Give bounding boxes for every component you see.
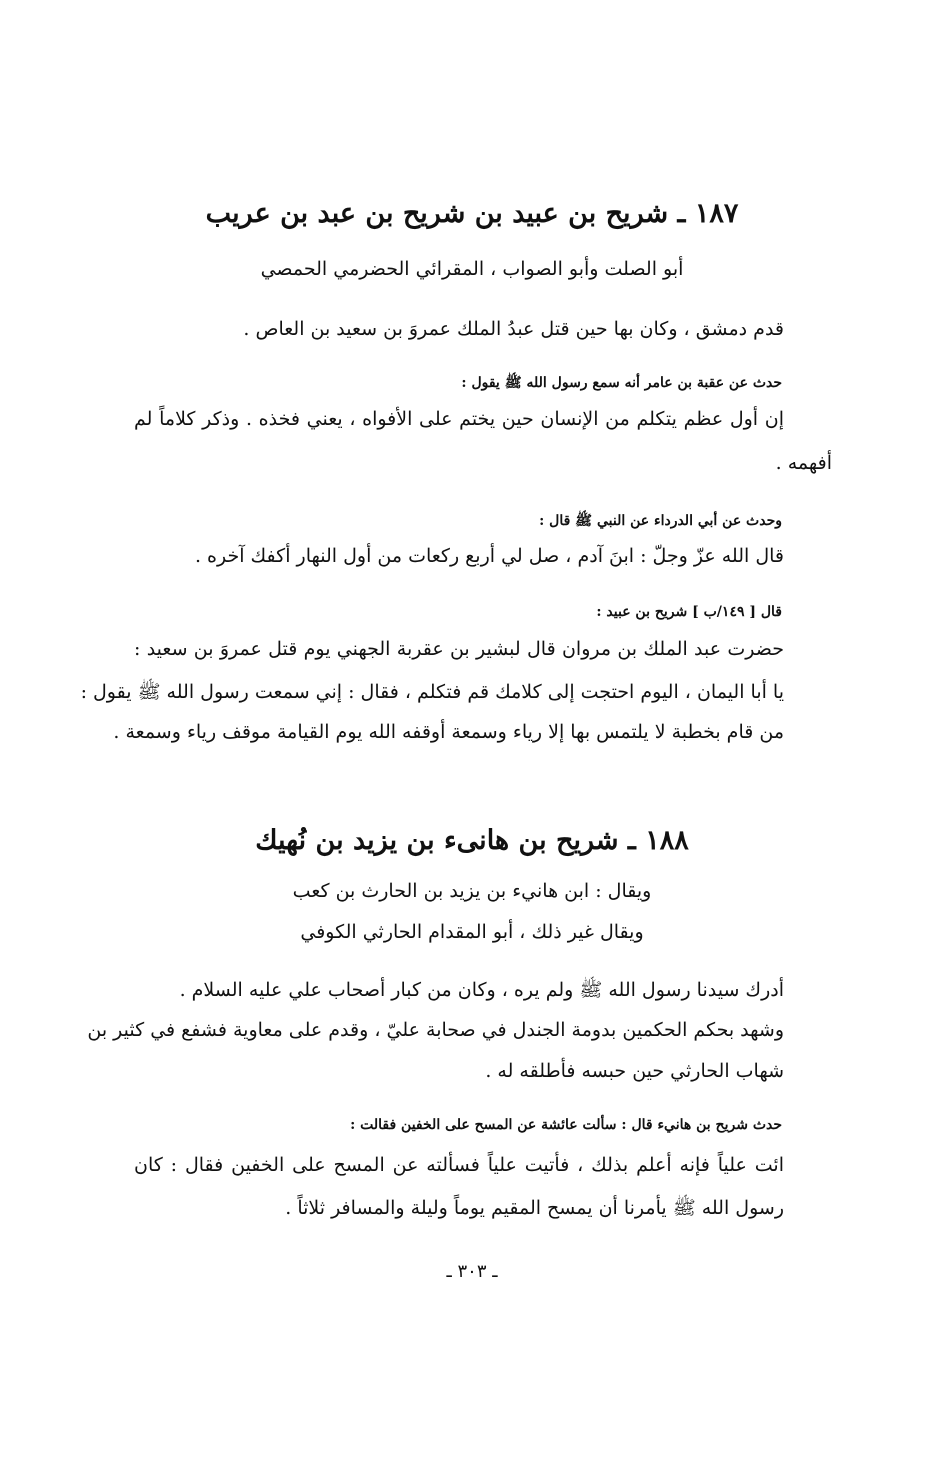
- entry-188-text-1-line-3: شهاب الحارثي حين حبسه فأطلقه له .: [485, 1060, 784, 1082]
- entry-188-text-2-line-2: رسول الله ﷺ يأمرنا أن يمسح المقيم يوماً وليلة والمسافر ثلاثاً .: [285, 1197, 784, 1219]
- entry-187-text-3-line-1: حضرت عبد الملك بن مروان قال لبشير بن عقربة الجهني يوم قتل عمروَ بن سعيد :: [134, 638, 784, 660]
- page-number: ـ ٣٠٣ ـ: [446, 1261, 498, 1282]
- entry-187-text-2: قال الله عزّ وجلّ : ابنَ آدم ، صل لي أربع ركعات من أول النهار أكفك آخره .: [194, 545, 784, 567]
- entry-188-alias-1: ويقال : ابن هانيء بن يزيد بن الحارث بن كعب: [292, 880, 652, 902]
- entry-188-title: ١٨٨ ـ شريح بن هانىء بن يزيد بن نُهيك: [255, 825, 689, 856]
- entry-187-isnad-2: وحدث عن أبي الدرداء عن النبي ﷺ قال :: [539, 513, 782, 529]
- entry-188-text-1-line-2: وشهد بحكم الحكمين بدومة الجندل في صحابة عليّ ، وقدم على معاوية فشفع في كثير بن: [87, 1019, 784, 1041]
- entry-188-alias-2: ويقال غير ذلك ، أبو المقدام الحارثي الكوفي: [300, 921, 644, 943]
- entry-188-text-2-line-1: ائت علياً فإنه أعلم بذلك ، فأتيت علياً فسألته عن المسح على الخفين فقال : كان: [134, 1154, 784, 1176]
- entry-187-intro: قدم دمشق ، وكان بها حين قتل عبدُ الملك عمروَ بن سعيد بن العاص .: [243, 318, 784, 340]
- entry-187-text-3-line-2: يا أبا اليمان ، اليوم احتجت إلى كلامك قم فتكلم ، فقال : إني سمعت رسول الله ﷺ يقول :: [80, 681, 784, 703]
- entry-187-kunya: أبو الصلت وأبو الصواب ، المقرائي الحضرمي الحمصي: [260, 258, 684, 280]
- entry-187-isnad-3: قال [ ١٤٩/ب ] شريح بن عبيد :: [596, 604, 782, 620]
- entry-187-text-1-line-2: أفهمه .: [775, 452, 832, 474]
- entry-187-text-3-line-3: من قام بخطبة لا يلتمس بها إلا رياء وسمعة أوقفه الله يوم القيامة موقف رياء وسمعة .: [113, 721, 784, 743]
- entry-188-text-1-line-1: أدرك سيدنا رسول الله ﷺ ولم يره ، وكان من كبار أصحاب علي عليه السلام .: [179, 979, 784, 1001]
- entry-187-title: ١٨٧ ـ شريح بن عبيد بن شريح بن عبد بن عريب: [205, 198, 739, 229]
- entry-187-isnad-1: حدث عن عقبة بن عامر أنه سمع رسول الله ﷺ يقول :: [461, 375, 782, 391]
- entry-188-isnad-1: حدث شريح بن هانيء قال : سألت عائشة عن المسح على الخفين فقالت :: [350, 1117, 782, 1133]
- entry-187-text-1-line-1: إن أول عظم يتكلم من الإنسان حين يختم على الأفواه ، يعني فخذه . وذكر كلاماً لم: [134, 408, 784, 430]
